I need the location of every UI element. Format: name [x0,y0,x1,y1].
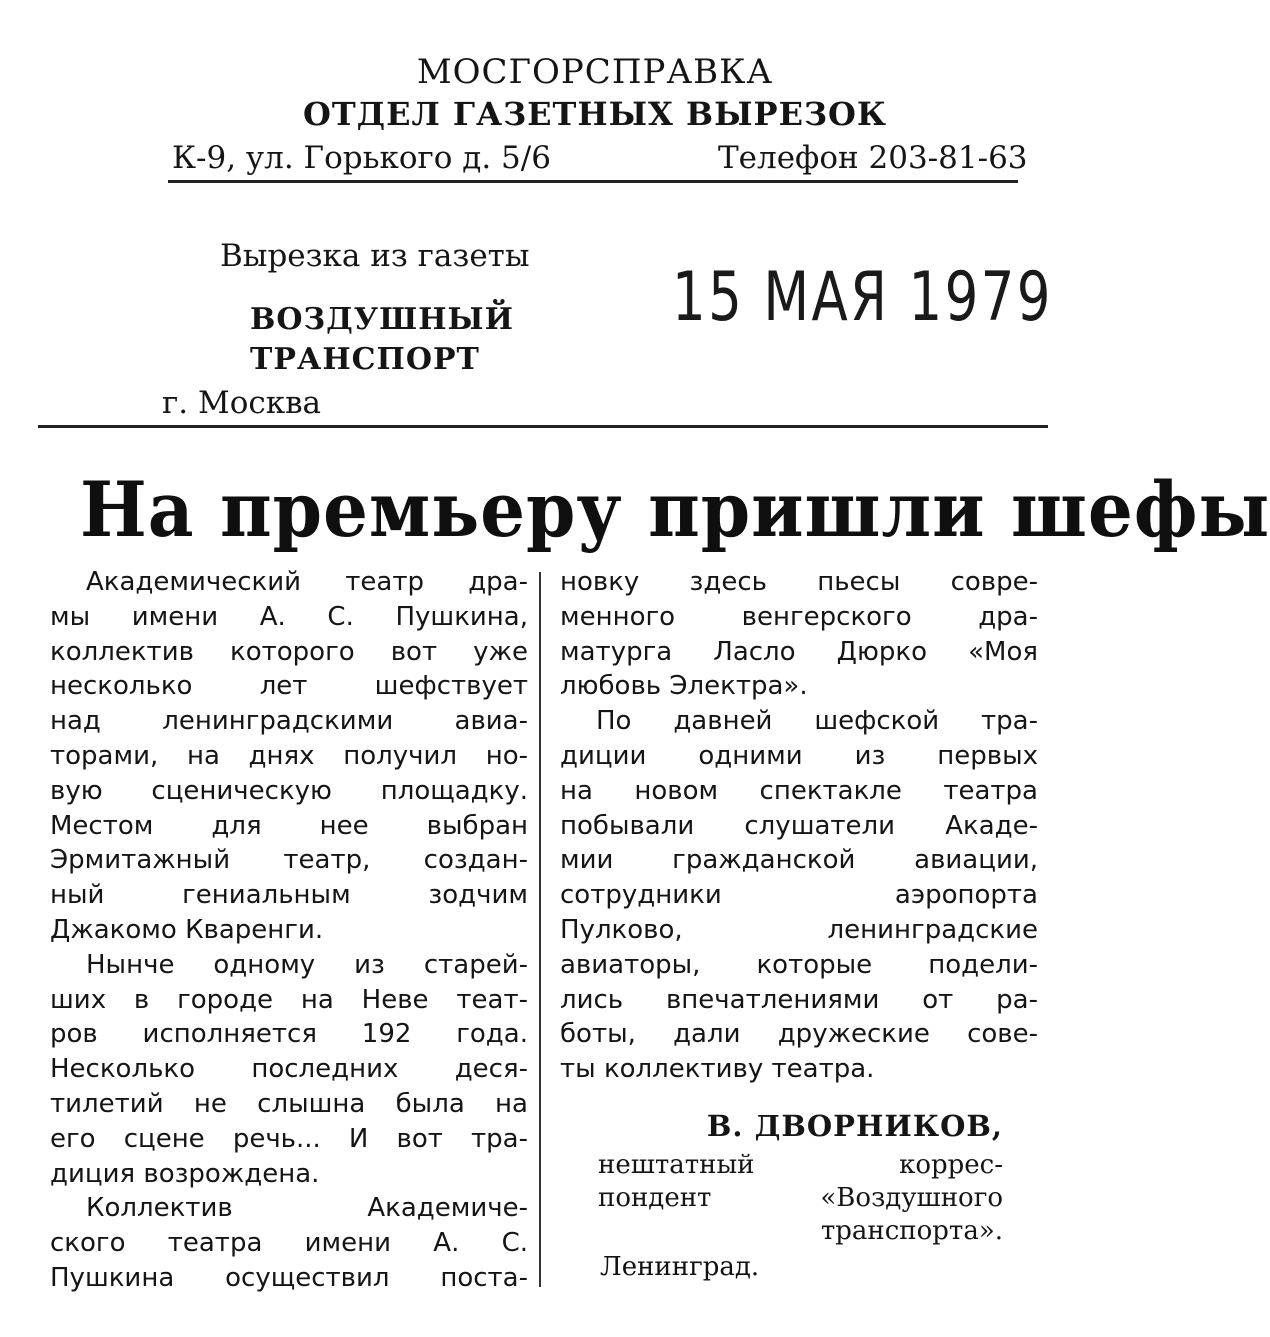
article-line: Несколько последних деся- [50,1054,528,1085]
article-line: авиаторы, которые подели- [560,949,1038,980]
article-line: мии гражданской авиации, [560,845,1038,876]
article-line: ров исполняется 192 года. [50,1019,528,1050]
article-line: сотрудники аэропорта [560,880,1038,911]
agency-name: МОСГОРСПРАВКА [416,52,774,92]
article-line: Пушкина осуществил поста- [50,1262,528,1293]
byline-place: Ленинград. [600,1252,760,1282]
article-line: несколько лет шефствует [50,671,528,702]
article-line: По давней шефской тра- [596,706,1038,737]
article-line: диции одними из первых [560,740,1038,771]
article-line: тилетий не слышна была на [50,1088,528,1119]
article-line: боты, дали дружеские сове- [560,1019,1038,1050]
header-rule [168,180,1018,183]
article-line: ный гениальным зодчим [50,880,528,911]
article-line: его сцене речь... И вот тра- [50,1123,528,1154]
article-line: диция возрождена. [50,1158,320,1189]
article-column-right [560,565,1038,1087]
clipping-label: Вырезка из газеты [220,238,530,274]
article-column-left [50,565,528,1296]
newspaper-city: г. Москва [162,385,322,421]
article-line: Джакомо Кваренги. [50,914,324,945]
article-headline: На премьеру пришли шефы [80,465,1270,554]
byline [598,1110,1003,1248]
source-rule [38,425,1048,428]
article-line: Академический театр дра- [86,567,528,597]
author-role-line: нештатный коррес- [598,1150,1003,1180]
newspaper-name: ВОЗДУШНЫЙ ТРАНСПОРТ [250,302,514,377]
article-line: Местом для нее выбран [50,810,528,841]
article-line: ших в городе на Неве теат- [50,984,528,1015]
agency-address: К-9, ул. Горького д. 5/6 [172,140,551,176]
author-role-line: пондент «Воздушного [598,1183,1003,1213]
article-line: Нынче одному из старей- [86,949,528,980]
article-line: Коллектив Академиче- [86,1193,528,1224]
article-line: лись впечатлениями от ра- [560,984,1038,1015]
article-line: торами, на днях получил но- [50,740,528,771]
article-line: матурга Ласло Дюрко «Моя [560,636,1038,667]
department-name: ОТДЕЛ ГАЗЕТНЫХ ВЫРЕЗОК [302,95,888,133]
article-line: Пулково, ленинградские [560,914,1038,945]
article-line: ского театра имени А. С. [50,1228,528,1259]
column-divider [539,572,541,1287]
article-line: над ленинградскими авиа- [50,706,528,737]
article-line: любовь Электра». [560,671,808,702]
article-line: Эрмитажный театр, создан- [50,845,528,876]
article-line: вую сценическую площадку. [50,775,528,806]
article-line: на новом спектакле театра [560,775,1038,806]
article-line: коллектив которого вот уже [50,636,528,667]
date-stamp: 15 МАЯ 1979 [672,258,1053,337]
article-line: побывали слушатели Акаде- [560,810,1038,841]
author-name: В. ДВОРНИКОВ, [706,1109,1003,1143]
article-line: мы имени А. С. Пушкина, [50,601,528,632]
author-role-line: транспорта». [820,1216,1003,1246]
article-line: менного венгерского дра- [560,601,1038,632]
article-line: ты коллективу театра. [560,1054,875,1085]
agency-phone: Телефон 203-81-63 [718,140,1028,176]
article-line: новку здесь пьесы совре- [560,567,1038,597]
